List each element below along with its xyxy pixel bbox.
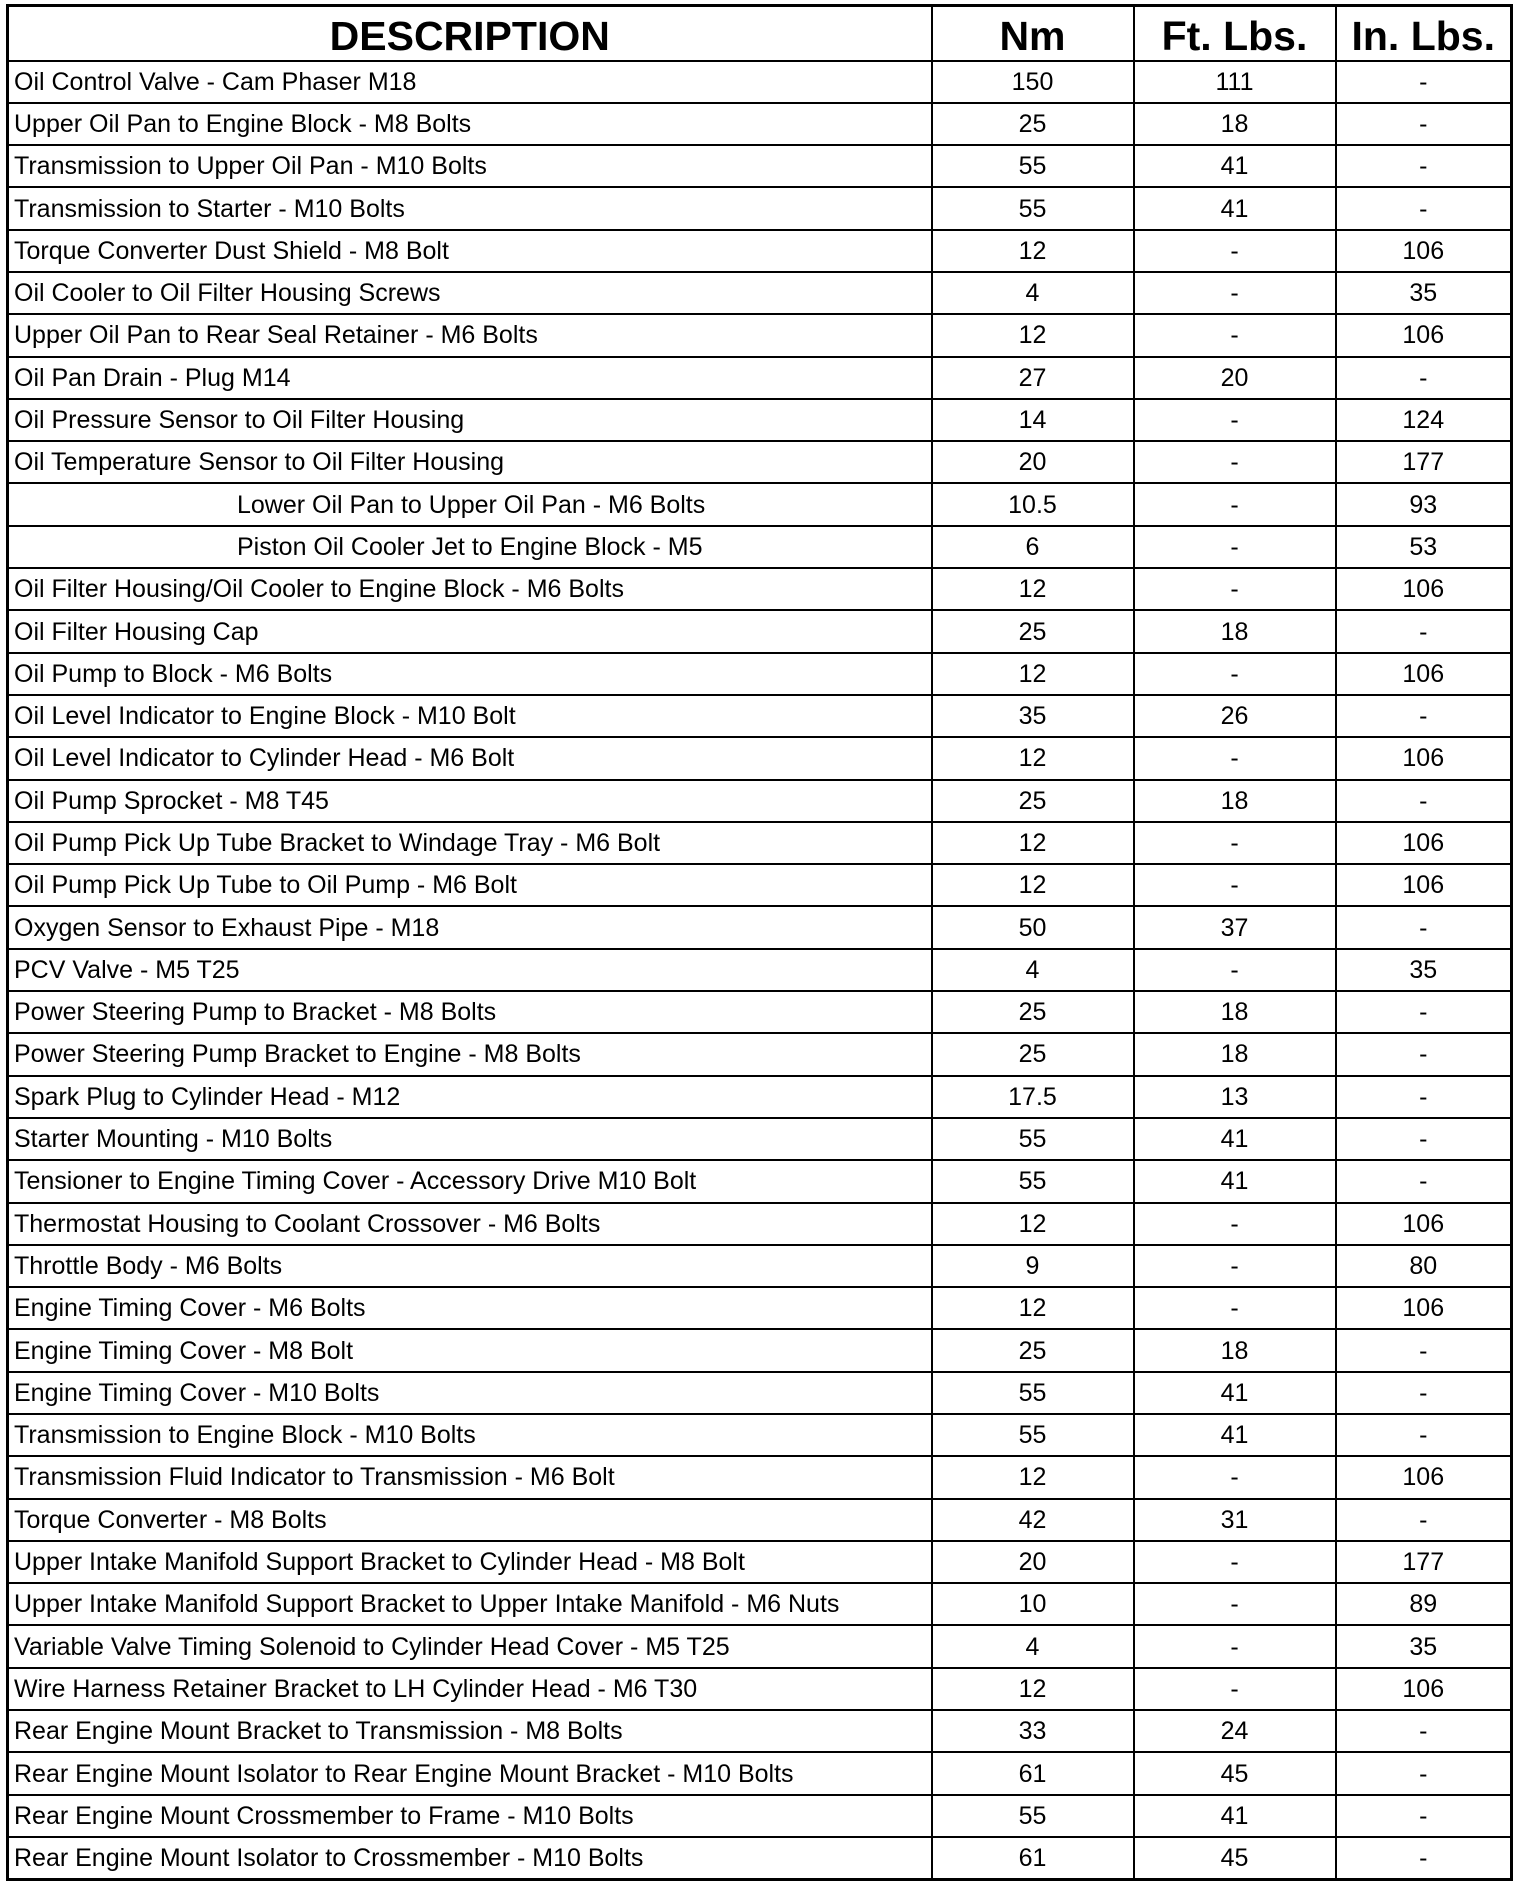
- ft-lbs-cell: 31: [1134, 1499, 1336, 1541]
- table-row: [8, 103, 1512, 145]
- nm-cell: 12: [932, 864, 1134, 906]
- nm-cell: 25: [932, 610, 1134, 652]
- in-lbs-cell: 106: [1336, 1287, 1512, 1329]
- description-cell: Torque Converter - M8 Bolts: [8, 1499, 932, 1541]
- table-row: [8, 1203, 1512, 1245]
- ft-lbs-cell: -: [1134, 1245, 1336, 1287]
- description-cell: Upper Intake Manifold Support Bracket to Cylinder Head - M8 Bolt: [8, 1541, 932, 1583]
- ft-lbs-cell: -: [1134, 653, 1336, 695]
- ft-lbs-cell: -: [1134, 1203, 1336, 1245]
- nm-cell: 25: [932, 1033, 1134, 1075]
- nm-cell: 4: [932, 272, 1134, 314]
- column-header-nm: Nm: [932, 6, 1134, 61]
- in-lbs-cell: -: [1336, 1414, 1512, 1456]
- description-cell: Rear Engine Mount Isolator to Rear Engine Mount Bracket - M10 Bolts: [8, 1752, 932, 1794]
- nm-cell: 25: [932, 991, 1134, 1033]
- ft-lbs-cell: -: [1134, 949, 1336, 991]
- description-cell: PCV Valve - M5 T25: [8, 949, 932, 991]
- table-row: [8, 1160, 1512, 1202]
- in-lbs-cell: 53: [1336, 526, 1512, 568]
- nm-cell: 12: [932, 314, 1134, 356]
- in-lbs-cell: 106: [1336, 864, 1512, 906]
- table-row: [8, 1456, 1512, 1498]
- description-cell: Engine Timing Cover - M8 Bolt: [8, 1329, 932, 1371]
- ft-lbs-cell: 41: [1134, 187, 1336, 229]
- ft-lbs-cell: -: [1134, 314, 1336, 356]
- ft-lbs-cell: -: [1134, 1287, 1336, 1329]
- in-lbs-cell: 80: [1336, 1245, 1512, 1287]
- nm-cell: 55: [932, 1414, 1134, 1456]
- ft-lbs-cell: 18: [1134, 1033, 1336, 1075]
- table-row: [8, 1710, 1512, 1752]
- nm-cell: 33: [932, 1710, 1134, 1752]
- column-header-ft-lbs: Ft. Lbs.: [1134, 6, 1336, 61]
- table-row: [8, 1033, 1512, 1075]
- ft-lbs-cell: 45: [1134, 1752, 1336, 1794]
- nm-cell: 12: [932, 653, 1134, 695]
- in-lbs-cell: 106: [1336, 1456, 1512, 1498]
- nm-cell: 55: [932, 187, 1134, 229]
- in-lbs-cell: -: [1336, 1499, 1512, 1541]
- nm-cell: 55: [932, 1118, 1134, 1160]
- nm-cell: 55: [932, 1160, 1134, 1202]
- in-lbs-cell: -: [1336, 1329, 1512, 1371]
- description-cell: Power Steering Pump to Bracket - M8 Bolts: [8, 991, 932, 1033]
- nm-cell: 35: [932, 695, 1134, 737]
- description-cell: Rear Engine Mount Isolator to Crossmember - M10 Bolts: [8, 1837, 932, 1879]
- table-row: [8, 1837, 1512, 1879]
- in-lbs-cell: 106: [1336, 653, 1512, 695]
- table-row: [8, 1329, 1512, 1371]
- ft-lbs-cell: 41: [1134, 1795, 1336, 1837]
- table-row: [8, 822, 1512, 864]
- nm-cell: 14: [932, 399, 1134, 441]
- nm-cell: 12: [932, 1668, 1134, 1710]
- in-lbs-cell: -: [1336, 1795, 1512, 1837]
- description-cell: Rear Engine Mount Bracket to Transmission - M8 Bolts: [8, 1710, 932, 1752]
- table-header: [8, 6, 1512, 61]
- table-row: [8, 1076, 1512, 1118]
- nm-cell: 55: [932, 145, 1134, 187]
- in-lbs-cell: -: [1336, 1160, 1512, 1202]
- table-row: [8, 61, 1512, 103]
- description-cell: Power Steering Pump Bracket to Engine - M8 Bolts: [8, 1033, 932, 1075]
- ft-lbs-cell: -: [1134, 526, 1336, 568]
- description-cell: Spark Plug to Cylinder Head - M12: [8, 1076, 932, 1118]
- in-lbs-cell: -: [1336, 1710, 1512, 1752]
- in-lbs-cell: 93: [1336, 483, 1512, 525]
- ft-lbs-cell: -: [1134, 1625, 1336, 1667]
- ft-lbs-cell: 111: [1134, 61, 1336, 103]
- nm-cell: 61: [932, 1752, 1134, 1794]
- description-cell: Oil Pump to Block - M6 Bolts: [8, 653, 932, 695]
- ft-lbs-cell: -: [1134, 737, 1336, 779]
- description-cell: Upper Oil Pan to Rear Seal Retainer - M6 Bolts: [8, 314, 932, 356]
- description-cell: Piston Oil Cooler Jet to Engine Block - M5: [8, 526, 932, 568]
- ft-lbs-cell: -: [1134, 1456, 1336, 1498]
- ft-lbs-cell: 24: [1134, 1710, 1336, 1752]
- table-row: [8, 399, 1512, 441]
- nm-cell: 12: [932, 1287, 1134, 1329]
- table-row: [8, 1287, 1512, 1329]
- ft-lbs-cell: 18: [1134, 1329, 1336, 1371]
- column-header-in-lbs: In. Lbs.: [1336, 6, 1512, 61]
- description-cell: Transmission Fluid Indicator to Transmission - M6 Bolt: [8, 1456, 932, 1498]
- table-row: [8, 526, 1512, 568]
- description-cell: Oil Pump Sprocket - M8 T45: [8, 780, 932, 822]
- in-lbs-cell: 35: [1336, 272, 1512, 314]
- ft-lbs-cell: -: [1134, 822, 1336, 864]
- nm-cell: 12: [932, 822, 1134, 864]
- table-row: [8, 864, 1512, 906]
- description-cell: Oil Control Valve - Cam Phaser M18: [8, 61, 932, 103]
- ft-lbs-cell: 37: [1134, 906, 1336, 948]
- description-cell: Upper Oil Pan to Engine Block - M8 Bolts: [8, 103, 932, 145]
- in-lbs-cell: -: [1336, 1837, 1512, 1879]
- nm-cell: 9: [932, 1245, 1134, 1287]
- nm-cell: 4: [932, 1625, 1134, 1667]
- description-cell: Oil Pump Pick Up Tube Bracket to Windage Tray - M6 Bolt: [8, 822, 932, 864]
- in-lbs-cell: -: [1336, 906, 1512, 948]
- in-lbs-cell: 106: [1336, 1668, 1512, 1710]
- nm-cell: 12: [932, 1456, 1134, 1498]
- table-row: [8, 1668, 1512, 1710]
- description-cell: Thermostat Housing to Coolant Crossover - M6 Bolts: [8, 1203, 932, 1245]
- column-header-description: DESCRIPTION: [8, 6, 932, 61]
- table-row: [8, 1118, 1512, 1160]
- description-cell: Engine Timing Cover - M6 Bolts: [8, 1287, 932, 1329]
- nm-cell: 50: [932, 906, 1134, 948]
- ft-lbs-cell: -: [1134, 272, 1336, 314]
- table-row: [8, 441, 1512, 483]
- nm-cell: 25: [932, 780, 1134, 822]
- table-row: [8, 1499, 1512, 1541]
- in-lbs-cell: -: [1336, 187, 1512, 229]
- table-row: [8, 780, 1512, 822]
- description-cell: Oil Pressure Sensor to Oil Filter Housing: [8, 399, 932, 441]
- in-lbs-cell: -: [1336, 695, 1512, 737]
- ft-lbs-cell: 13: [1134, 1076, 1336, 1118]
- in-lbs-cell: -: [1336, 1372, 1512, 1414]
- in-lbs-cell: -: [1336, 61, 1512, 103]
- in-lbs-cell: 106: [1336, 1203, 1512, 1245]
- description-cell: Tensioner to Engine Timing Cover - Accessory Drive M10 Bolt: [8, 1160, 932, 1202]
- table-row: [8, 695, 1512, 737]
- in-lbs-cell: 124: [1336, 399, 1512, 441]
- in-lbs-cell: 35: [1336, 949, 1512, 991]
- description-cell: Upper Intake Manifold Support Bracket to Upper Intake Manifold - M6 Nuts: [8, 1583, 932, 1625]
- nm-cell: 12: [932, 737, 1134, 779]
- description-cell: Oil Cooler to Oil Filter Housing Screws: [8, 272, 932, 314]
- description-cell: Rear Engine Mount Crossmember to Frame - M10 Bolts: [8, 1795, 932, 1837]
- description-cell: Engine Timing Cover - M10 Bolts: [8, 1372, 932, 1414]
- nm-cell: 17.5: [932, 1076, 1134, 1118]
- in-lbs-cell: 89: [1336, 1583, 1512, 1625]
- table-row: [8, 145, 1512, 187]
- nm-cell: 25: [932, 1329, 1134, 1371]
- ft-lbs-cell: 18: [1134, 780, 1336, 822]
- table-row: [8, 230, 1512, 272]
- in-lbs-cell: -: [1336, 103, 1512, 145]
- ft-lbs-cell: -: [1134, 399, 1336, 441]
- ft-lbs-cell: 18: [1134, 103, 1336, 145]
- description-cell: Variable Valve Timing Solenoid to Cylinder Head Cover - M5 T25: [8, 1625, 932, 1667]
- table-row: [8, 1245, 1512, 1287]
- description-cell: Starter Mounting - M10 Bolts: [8, 1118, 932, 1160]
- in-lbs-cell: 106: [1336, 737, 1512, 779]
- table-row: [8, 187, 1512, 229]
- table-row: [8, 1752, 1512, 1794]
- ft-lbs-cell: 20: [1134, 357, 1336, 399]
- table-row: [8, 653, 1512, 695]
- in-lbs-cell: 106: [1336, 230, 1512, 272]
- ft-lbs-cell: -: [1134, 1541, 1336, 1583]
- nm-cell: 42: [932, 1499, 1134, 1541]
- ft-lbs-cell: -: [1134, 483, 1336, 525]
- ft-lbs-cell: 45: [1134, 1837, 1336, 1879]
- table-row: [8, 610, 1512, 652]
- nm-cell: 20: [932, 441, 1134, 483]
- description-cell: Transmission to Starter - M10 Bolts: [8, 187, 932, 229]
- table-row: [8, 272, 1512, 314]
- ft-lbs-cell: 41: [1134, 1118, 1336, 1160]
- in-lbs-cell: -: [1336, 1076, 1512, 1118]
- description-cell: Torque Converter Dust Shield - M8 Bolt: [8, 230, 932, 272]
- nm-cell: 10: [932, 1583, 1134, 1625]
- table-row: [8, 1583, 1512, 1625]
- nm-cell: 10.5: [932, 483, 1134, 525]
- nm-cell: 55: [932, 1372, 1134, 1414]
- ft-lbs-cell: -: [1134, 864, 1336, 906]
- table-row: [8, 1414, 1512, 1456]
- header-row: [8, 6, 1512, 61]
- description-cell: Transmission to Engine Block - M10 Bolts: [8, 1414, 932, 1456]
- table-row: [8, 737, 1512, 779]
- in-lbs-cell: 106: [1336, 568, 1512, 610]
- description-cell: Wire Harness Retainer Bracket to LH Cylinder Head - M6 T30: [8, 1668, 932, 1710]
- ft-lbs-cell: -: [1134, 568, 1336, 610]
- in-lbs-cell: -: [1336, 610, 1512, 652]
- table-row: [8, 568, 1512, 610]
- description-cell: Transmission to Upper Oil Pan - M10 Bolts: [8, 145, 932, 187]
- ft-lbs-cell: -: [1134, 1583, 1336, 1625]
- torque-spec-table: [6, 4, 1513, 1881]
- description-cell: Oil Level Indicator to Engine Block - M10 Bolt: [8, 695, 932, 737]
- in-lbs-cell: -: [1336, 1033, 1512, 1075]
- description-cell: Oxygen Sensor to Exhaust Pipe - M18: [8, 906, 932, 948]
- table-row: [8, 1372, 1512, 1414]
- table-row: [8, 991, 1512, 1033]
- ft-lbs-cell: 41: [1134, 1160, 1336, 1202]
- ft-lbs-cell: 41: [1134, 145, 1336, 187]
- nm-cell: 12: [932, 568, 1134, 610]
- table-body: [8, 61, 1512, 1880]
- in-lbs-cell: 106: [1336, 822, 1512, 864]
- table-row: [8, 949, 1512, 991]
- table-row: [8, 483, 1512, 525]
- table-row: [8, 357, 1512, 399]
- nm-cell: 25: [932, 103, 1134, 145]
- ft-lbs-cell: -: [1134, 1668, 1336, 1710]
- in-lbs-cell: -: [1336, 991, 1512, 1033]
- table-row: [8, 1625, 1512, 1667]
- ft-lbs-cell: -: [1134, 230, 1336, 272]
- description-cell: Lower Oil Pan to Upper Oil Pan - M6 Bolts: [8, 483, 932, 525]
- in-lbs-cell: 177: [1336, 1541, 1512, 1583]
- table-row: [8, 1541, 1512, 1583]
- in-lbs-cell: 35: [1336, 1625, 1512, 1667]
- in-lbs-cell: -: [1336, 780, 1512, 822]
- nm-cell: 12: [932, 1203, 1134, 1245]
- description-cell: Throttle Body - M6 Bolts: [8, 1245, 932, 1287]
- nm-cell: 6: [932, 526, 1134, 568]
- nm-cell: 20: [932, 1541, 1134, 1583]
- in-lbs-cell: 106: [1336, 314, 1512, 356]
- ft-lbs-cell: -: [1134, 441, 1336, 483]
- table-row: [8, 1795, 1512, 1837]
- in-lbs-cell: 177: [1336, 441, 1512, 483]
- ft-lbs-cell: 18: [1134, 610, 1336, 652]
- description-cell: Oil Pump Pick Up Tube to Oil Pump - M6 Bolt: [8, 864, 932, 906]
- nm-cell: 12: [932, 230, 1134, 272]
- nm-cell: 4: [932, 949, 1134, 991]
- table-row: [8, 314, 1512, 356]
- table-row: [8, 906, 1512, 948]
- description-cell: Oil Level Indicator to Cylinder Head - M6 Bolt: [8, 737, 932, 779]
- description-cell: Oil Temperature Sensor to Oil Filter Housing: [8, 441, 932, 483]
- nm-cell: 55: [932, 1795, 1134, 1837]
- ft-lbs-cell: 18: [1134, 991, 1336, 1033]
- ft-lbs-cell: 26: [1134, 695, 1336, 737]
- nm-cell: 150: [932, 61, 1134, 103]
- description-cell: Oil Filter Housing Cap: [8, 610, 932, 652]
- description-cell: Oil Pan Drain - Plug M14: [8, 357, 932, 399]
- description-cell: Oil Filter Housing/Oil Cooler to Engine Block - M6 Bolts: [8, 568, 932, 610]
- in-lbs-cell: -: [1336, 1752, 1512, 1794]
- in-lbs-cell: -: [1336, 145, 1512, 187]
- ft-lbs-cell: 41: [1134, 1372, 1336, 1414]
- ft-lbs-cell: 41: [1134, 1414, 1336, 1456]
- nm-cell: 27: [932, 357, 1134, 399]
- in-lbs-cell: -: [1336, 357, 1512, 399]
- in-lbs-cell: -: [1336, 1118, 1512, 1160]
- nm-cell: 61: [932, 1837, 1134, 1879]
